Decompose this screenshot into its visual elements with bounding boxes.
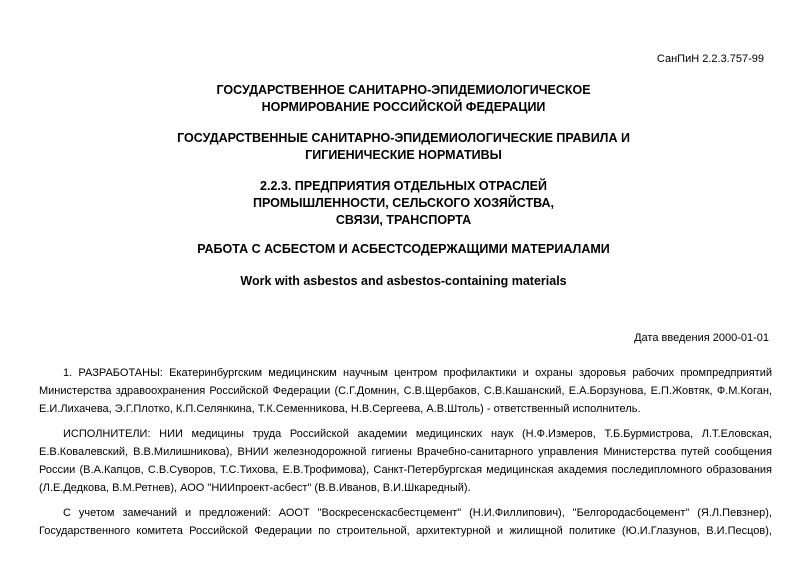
intro-date: Дата введения 2000-01-01 (634, 332, 769, 344)
document-title-en (0, 273, 807, 290)
heading-line: НОРМИРОВАНИЕ РОССИЙСКОЙ ФЕДЕРАЦИИ (261, 100, 546, 114)
heading-section (0, 178, 807, 229)
heading-line: 2.2.3. ПРЕДПРИЯТИЯ ОТДЕЛЬНЫХ ОТРАСЛЕЙ (260, 179, 547, 193)
paragraph-line: (Л.Е.Дедкова, В.М.Ретнев), АОО "НИИпроект-асбест" (В.В.Иванов, В.И.Шкаредный). (39, 482, 471, 494)
paragraph-line: Министерства здравоохранения Российской Федерации (С.Г.Домнин, С.В.Щербаков, С.В.Кашанский, Е.А.Борзунова, Е.П.Жовтяк, Ф.М.Коган, (39, 385, 772, 397)
heading-line: ГОСУДАРСТВЕННОЕ САНИТАРНО-ЭПИДЕМИОЛОГИЧЕСКОЕ (216, 83, 591, 97)
document-code: СанПиН 2.2.3.757-99 (656, 53, 764, 65)
document-title-ru (0, 241, 807, 258)
paragraph-line: России (В.А.Капцов, С.В.Суворов, Т.С.Тихова, Е.В.Трофимова), Санкт-Петербургская медицинская академия последипломного образования (39, 464, 772, 476)
paragraph-line: Е.И.Лихачева, Э.Г.Плотко, К.П.Селянкина, Т.К.Семенникова, Н.В.Сергеева, А.В.Штоль) - ответственный исполнитель. (39, 403, 641, 415)
heading-line: ПРОМЫШЛЕННОСТИ, СЕЛЬСКОГО ХОЗЯЙСТВА, (252, 196, 555, 210)
paragraph-line: 1. РАЗРАБОТАНЫ: Екатеринбургским медицинским научным центром профилактики и охраны здоровья рабочих промпредприятий (63, 367, 772, 379)
paragraph-remarks (39, 504, 772, 540)
title-en-text: Work with asbestos and asbestos-containing materials (240, 274, 567, 288)
paragraph-line: Е.В.Ковалевский, В.В.Милишникова), ВНИИ железнодорожной гигиены Врачебно-санитарного управления Министерства путей сообщения (39, 446, 772, 458)
heading-sanitary-regulation (0, 82, 807, 116)
paragraph-executors (39, 425, 772, 497)
heading-rules (0, 130, 807, 164)
paragraph-line: ИСПОЛНИТЕЛИ: НИИ медицины труда Российской академии медицинских наук (Н.Ф.Измеров, Т.Б.Бурмистрова, Л.Т.Еловская, (63, 428, 772, 440)
paragraph-line: С учетом замечаний и предложений: АООТ "Воскресенскасбестцемент" (Н.И.Филлипович), "Белгородасбоцемент" (Я.Л.Певзнер), (63, 507, 772, 519)
heading-line: ГИГИЕНИЧЕСКИЕ НОРМАТИВЫ (305, 148, 502, 162)
title-ru-text: РАБОТА С АСБЕСТОМ И АСБЕСТСОДЕРЖАЩИМИ МАТЕРИАЛАМИ (197, 242, 610, 256)
paragraph-developers (39, 364, 772, 418)
heading-line: СВЯЗИ, ТРАНСПОРТА (335, 213, 472, 227)
paragraph-line: Государственного комитета Российской Федерации по строительной, архитектурной и жилищной политике (Ю.И.Глазунов, В.И.Песцов), (39, 525, 772, 537)
heading-line: ГОСУДАРСТВЕННЫЕ САНИТАРНО-ЭПИДЕМИОЛОГИЧЕСКИЕ ПРАВИЛА И (177, 131, 630, 145)
